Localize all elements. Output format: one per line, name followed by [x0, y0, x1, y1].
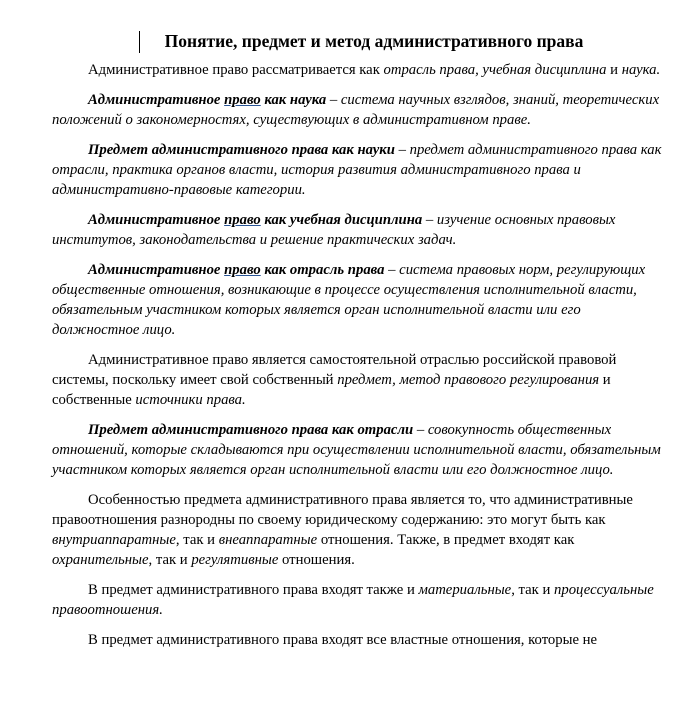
- text-run: , так и: [175, 532, 219, 548]
- italic-text: – система правовых норм, регулирующих общественные отношения, возникающие в процессе осуществления исполнительной власти, обязательным участником которых является орган исполнительной власти или его должностное лицо.: [52, 262, 646, 338]
- text-run: отношения. Также, в предмет входят как: [317, 532, 575, 548]
- text-run: и собственные: [52, 372, 611, 408]
- hyperlink-text[interactable]: право: [224, 212, 261, 228]
- italic-text: внутриаппаратные: [52, 532, 176, 548]
- bold-term: как наука: [260, 92, 327, 108]
- paragraph: [52, 350, 670, 410]
- paragraph: [52, 630, 670, 650]
- document-body: [52, 60, 670, 650]
- bold-term: Административное: [88, 212, 225, 228]
- bold-term: как отрасль права: [260, 262, 385, 278]
- text-run: Особенностью предмета административного права является то, что административные правоотношения разнородны по своему юридическому содержанию: это могут быть как: [52, 492, 633, 528]
- italic-text: внеаппаратные: [218, 532, 318, 548]
- bold-term: Административное: [88, 262, 225, 278]
- italic-text: материальные: [418, 582, 512, 598]
- italic-text: – система научных взглядов, знаний, теоретических положений о закономерностях, существующих в административном праве.: [52, 92, 660, 128]
- text-run: В предмет административного права входят все властные отношения, которые не: [88, 632, 598, 648]
- paragraph: [52, 260, 670, 340]
- italic-text: отрасль права, учебная дисциплина: [383, 62, 607, 78]
- hyperlink-text[interactable]: право: [224, 92, 261, 108]
- text-run: Административное право рассматривается как: [88, 62, 384, 78]
- italic-text: – предмет административного права как отрасли, практика органов власти, история развития административного права и административно-правовые категории.: [52, 142, 662, 198]
- paragraph: [52, 580, 670, 620]
- document-page[interactable]: [52, 30, 670, 660]
- paragraph: [52, 140, 670, 200]
- text-run: В предмет административного права входят также и: [88, 582, 419, 598]
- italic-text: источники права.: [135, 392, 246, 408]
- text-run: , так и: [511, 582, 555, 598]
- hyperlink-text[interactable]: право: [224, 262, 261, 278]
- bold-term: Предмет административного права как отрасли: [88, 422, 414, 438]
- paragraph: [52, 90, 670, 130]
- italic-text: регулятивные: [191, 552, 279, 568]
- text-run: Административное право является самостоятельной отраслью российской правовой системы, поскольку имеет свой собственный: [52, 352, 617, 388]
- text-run: отношения.: [278, 552, 355, 568]
- italic-text: охранительные: [52, 552, 149, 568]
- italic-text: процессуальные правоотношения.: [52, 582, 654, 618]
- bold-term: как учебная дисциплина: [260, 212, 423, 228]
- bold-term: Административное: [88, 92, 225, 108]
- paragraph: [52, 210, 670, 250]
- italic-text: предмет, метод правового регулирования: [337, 372, 600, 388]
- text-run: и: [606, 62, 622, 78]
- paragraph: [52, 420, 670, 480]
- paragraph: [52, 60, 670, 80]
- bold-term: Предмет административного права как науки: [88, 142, 395, 158]
- italic-text: – изучение основных правовых институтов, законодательства и решение практических задач.: [52, 212, 616, 248]
- paragraph: [52, 490, 670, 570]
- italic-text: наука.: [621, 62, 661, 78]
- italic-text: – совокупность общественных отношений, которые складываются при осуществлении исполнительной власти, обязательным участником которых является орган исполнительной власти или его должностное лицо.: [52, 422, 661, 478]
- document-title: Понятие, предмет и метод административного права: [164, 31, 584, 51]
- text-run: , так и: [148, 552, 192, 568]
